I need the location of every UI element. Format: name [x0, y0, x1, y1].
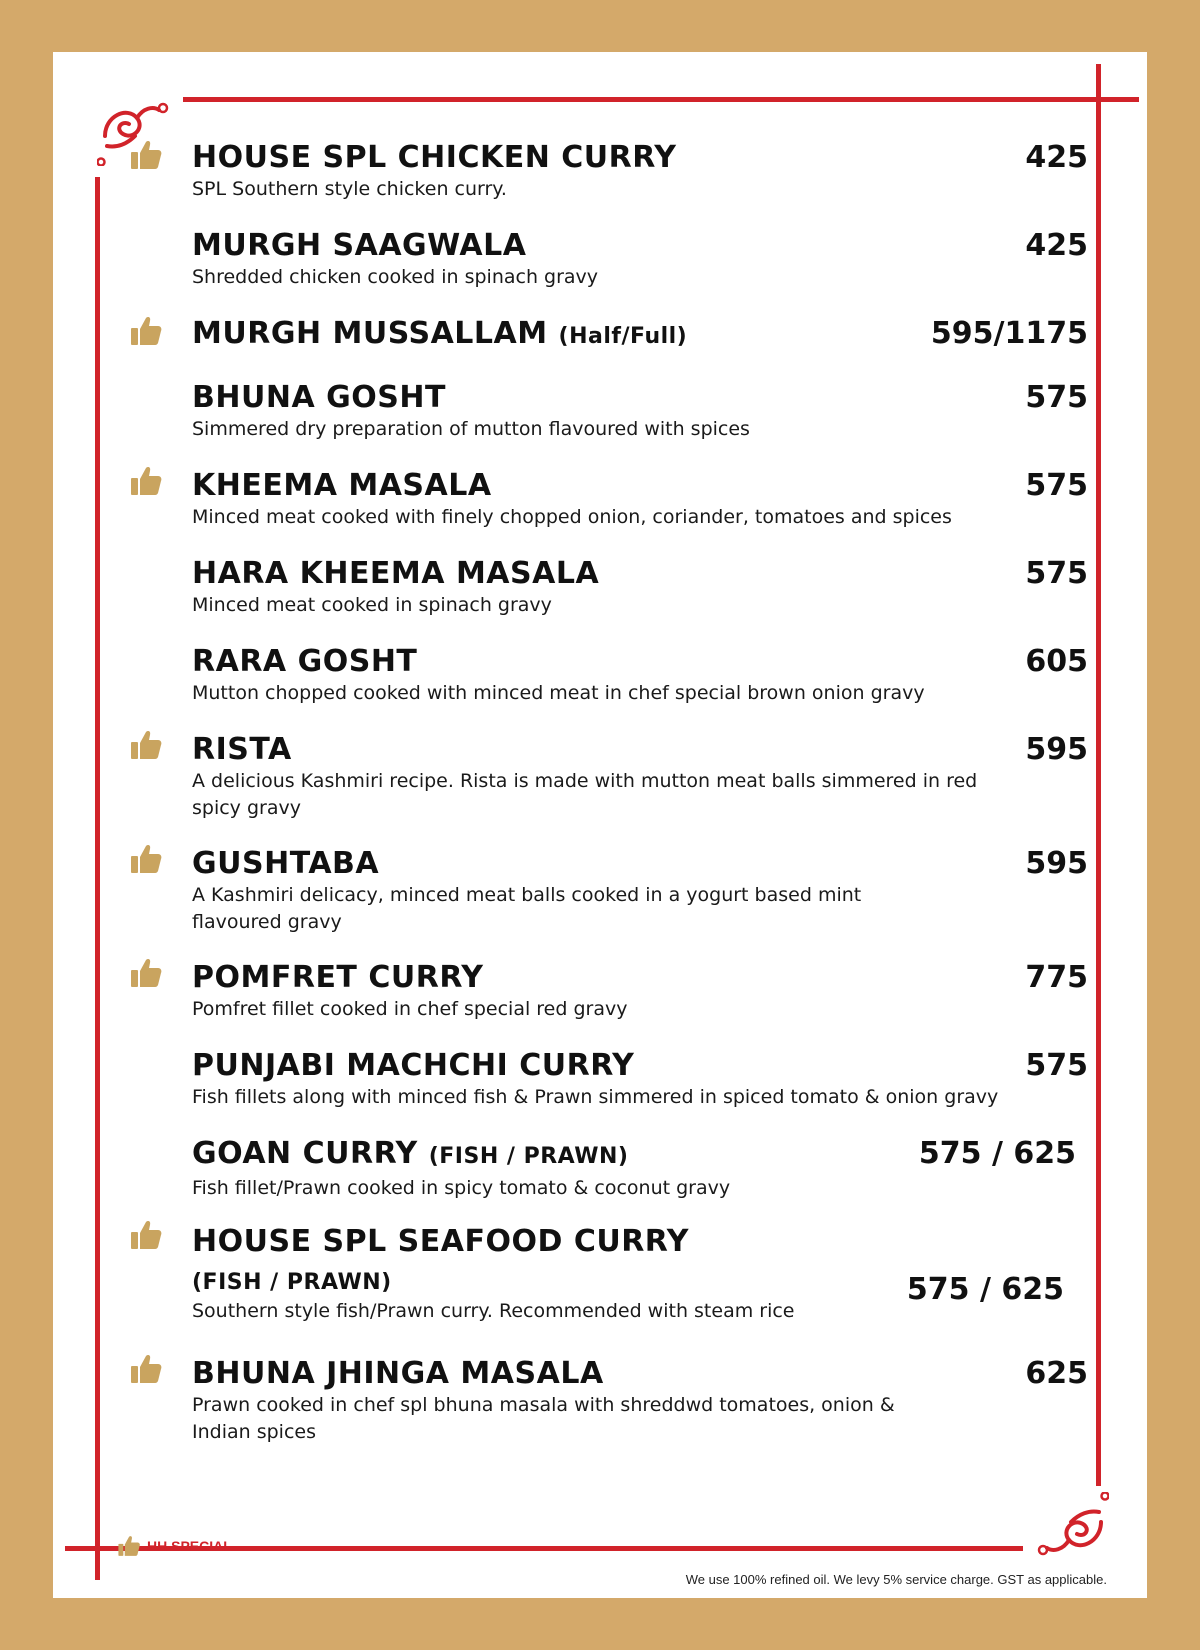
- dish-name: BHUNA GOSHT: [192, 380, 446, 415]
- dish-price: 625: [1025, 1356, 1088, 1391]
- dish-name: BHUNA JHINGA MASALA: [192, 1356, 604, 1391]
- menu-item: [192, 1048, 1124, 1111]
- dish-description: Prawn cooked in chef spl bhuna masala with shreddwd tomatoes, onion & Indian spices: [192, 1394, 895, 1443]
- menu-item: [192, 732, 1124, 822]
- menu-item: [192, 1356, 1124, 1446]
- dish-price: 575: [1025, 556, 1088, 591]
- dish-name: GOAN CURRY: [192, 1136, 418, 1171]
- thumbs-up-icon: [129, 138, 163, 172]
- menu-page: [53, 52, 1147, 1598]
- thumbs-up-icon: [129, 464, 163, 498]
- dish-description: Shredded chicken cooked in spinach gravy: [192, 266, 599, 288]
- dish-description: A Kashmiri delicacy, minced meat balls cooked in a yogurt based mint flavoured gravy: [192, 884, 862, 933]
- menu-item: [192, 1224, 1124, 1325]
- dish-price: 595: [1025, 732, 1088, 767]
- menu-item: [192, 1136, 1124, 1202]
- floral-ornament-bottom-right: [1029, 1492, 1109, 1566]
- dish-description: Fish fillet/Prawn cooked in spicy tomato & coconut gravy: [192, 1177, 731, 1199]
- menu-item: [192, 316, 1124, 355]
- menu-item: [192, 380, 1124, 443]
- dish-variant: (FISH / PRAWN): [192, 1270, 392, 1295]
- legend-label: HH SPECIAL: [147, 1538, 232, 1554]
- dish-description: SPL Southern style chicken curry.: [192, 178, 507, 200]
- dish-price: 575 / 625: [906, 1272, 1064, 1307]
- footnote: We use 100% refined oil. We levy 5% service charge. GST as applicable.: [685, 1572, 1107, 1587]
- menu-item: [192, 556, 1124, 619]
- dish-name: RARA GOSHT: [192, 644, 418, 679]
- dish-price: 575: [1025, 468, 1088, 503]
- dish-name: RISTA: [192, 732, 292, 767]
- dish-description: A delicious Kashmiri recipe. Rista is made with mutton meat balls simmered in red spicy gravy: [192, 770, 978, 819]
- dish-name: MURGH SAAGWALA: [192, 228, 527, 263]
- thumbs-up-icon: [129, 956, 163, 990]
- menu-item: [192, 644, 1124, 707]
- dish-description: Pomfret fillet cooked in chef special red gravy: [192, 998, 628, 1020]
- dish-name: HOUSE SPL SEAFOOD CURRY: [192, 1224, 689, 1259]
- dish-price: 775: [1025, 960, 1088, 995]
- dish-name: GUSHTABA: [192, 846, 380, 881]
- dish-price: 425: [1025, 228, 1088, 263]
- dish-description: Minced meat cooked in spinach gravy: [192, 594, 552, 616]
- thumbs-up-icon: [129, 314, 163, 348]
- left-border-line: [95, 177, 100, 1580]
- menu-item: [192, 140, 1124, 203]
- dish-name: MURGH MUSSALLAM: [192, 316, 548, 351]
- menu-item: [192, 846, 1124, 936]
- dish-name: HARA KHEEMA MASALA: [192, 556, 600, 591]
- dish-price: 595/1175: [930, 316, 1088, 351]
- menu-item: [192, 468, 1124, 531]
- menu-item: [192, 960, 1124, 1023]
- top-border-line: [183, 97, 1139, 102]
- dish-description: Simmered dry preparation of mutton flavoured with spices: [192, 418, 750, 440]
- thumbs-up-icon: [129, 1218, 163, 1252]
- dish-portion: (Half/Full): [558, 324, 688, 349]
- dish-description: Minced meat cooked with finely chopped onion, coriander, tomatoes and spices: [192, 506, 952, 528]
- dish-name: HOUSE SPL CHICKEN CURRY: [192, 140, 677, 175]
- dish-price: 425: [1025, 140, 1088, 175]
- dish-price: 605: [1025, 644, 1088, 679]
- dish-description: Southern style fish/Prawn curry. Recommended with steam rice: [192, 1300, 795, 1322]
- dish-name: KHEEMA MASALA: [192, 468, 492, 503]
- thumbs-up-icon: [129, 842, 163, 876]
- thumbs-up-icon: [129, 1352, 163, 1386]
- thumbs-up-icon: [129, 728, 163, 762]
- dish-description: Mutton chopped cooked with minced meat in chef special brown onion gravy: [192, 682, 925, 704]
- dish-price: 595: [1025, 846, 1088, 881]
- dish-variant: (FISH / PRAWN): [428, 1144, 629, 1169]
- dish-price: 575: [1025, 1048, 1088, 1083]
- dish-price: 575: [1025, 380, 1088, 415]
- thumbs-up-icon: [117, 1534, 141, 1562]
- dish-description: Fish fillets along with minced fish & Prawn simmered in spiced tomato & onion gravy: [192, 1086, 999, 1108]
- dish-price: 575 / 625: [918, 1136, 1076, 1171]
- dish-name: PUNJABI MACHCHI CURRY: [192, 1048, 635, 1083]
- menu-item: [192, 228, 1124, 291]
- dish-name: POMFRET CURRY: [192, 960, 484, 995]
